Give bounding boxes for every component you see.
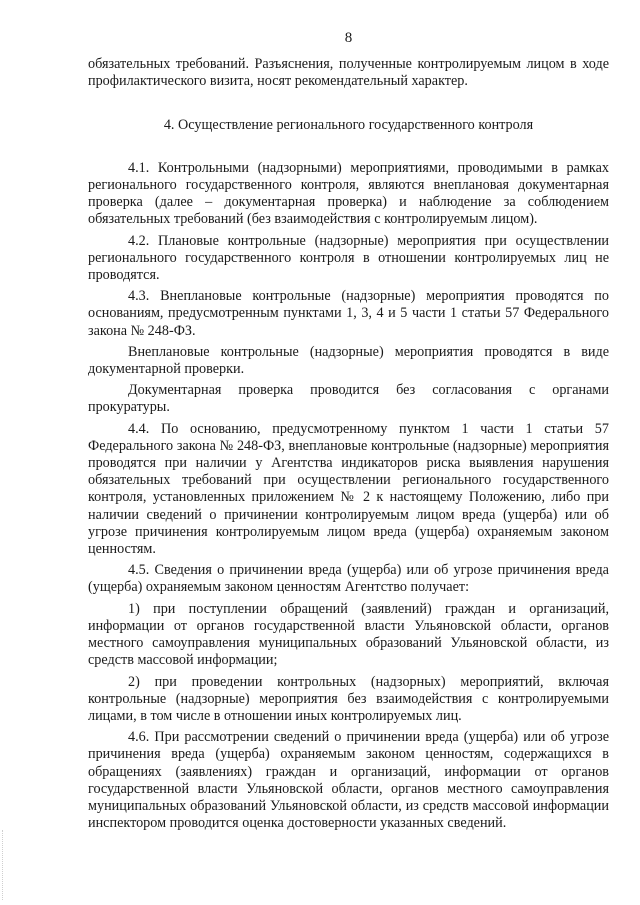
section-heading: 4. Осуществление регионального государственного контроля [163,116,534,133]
paragraph-4-2: 4.2. Плановые контрольные (надзорные) мероприятия при осуществлении регионального государственного контроля в отношении контролируемых лиц не проводятся. [88,232,609,284]
page-number: 8 [344,30,353,46]
continuation-paragraph: обязательных требований. Разъяснения, полученные контролируемым лицом в ходе профилактического визита, носят рекомендательный характер. [88,56,609,90]
list-item-2: 2) при проведении контрольных (надзорных) мероприятий, включая контрольные (надзорные) мероприятия без взаимодействия с контролируемыми лицами, в том числе в отношении иных контролируемых лиц. [88,673,609,724]
paragraph-4-6: 4.6. При рассмотрении сведений о причинении вреда (ущерба) или об угрозе причинения вреда (ущерба) охраняемым законом ценностям, содержащихся в обращениях (заявлениях) граждан и организаций, информации от органов государственной власти Ульяновской области, органов местного самоуправления муниципальных образований Ульяновской области, из средств массовой информации инспектором проводится оценка достоверности указанных сведений. [88,729,609,832]
paragraph-no-prosecutor-approval: Документарная проверка проводится без согласования с органами прокуратуры. [88,382,609,416]
paragraph-4-5: 4.5. Сведения о причинении вреда (ущерба) или об угрозе причинения вреда (ущерба) охраняемым законом ценностям Агентство получает: [88,562,609,596]
paragraph-4-1: 4.1. Контрольными (надзорными) мероприятиями, проводимыми в рамках регионального государственного контроля, являются внеплановая документарная проверка (далее – документарная проверка) и наблюдение за соблюдением обязательных требований (без взаимодействия с контролируемым лицом). [88,159,609,228]
list-item-1: 1) при поступлении обращений (заявлений) граждан и организаций, информации от органов государственной власти Ульяновской области, органов местного самоуправления муниципальных образований Ульяновской области, из средств массовой информации; [88,600,609,669]
paragraph-4-3: 4.3. Внеплановые контрольные (надзорные) мероприятия проводятся по основаниям, предусмотренным пунктами 1, 3, 4 и 5 части 1 статьи 57 Федерального закона № 248-ФЗ. [88,288,609,339]
scan-edge-marks [2,830,9,900]
paragraph-documentary-check: Внеплановые контрольные (надзорные) мероприятия проводятся в виде документарной проверки. [88,343,609,378]
document-page [88,30,609,832]
paragraph-4-4: 4.4. По основанию, предусмотренному пунктом 1 части 1 статьи 57 Федерального закона № 248-ФЗ, внеплановые контрольные (надзорные) мероприятия проводятся при наличии у Агентства индикаторов риска выявления нарушения обязательных требований при осуществлении регионального государственного контроля, установленных приложением № 2 к настоящему Положению, либо при наличии сведений о причинении контролируемым лицом вреда (ущерба) или об угрозе причинения контролируемым лицом вреда (ущерба) охраняемым законом ценностям. [88,420,609,558]
